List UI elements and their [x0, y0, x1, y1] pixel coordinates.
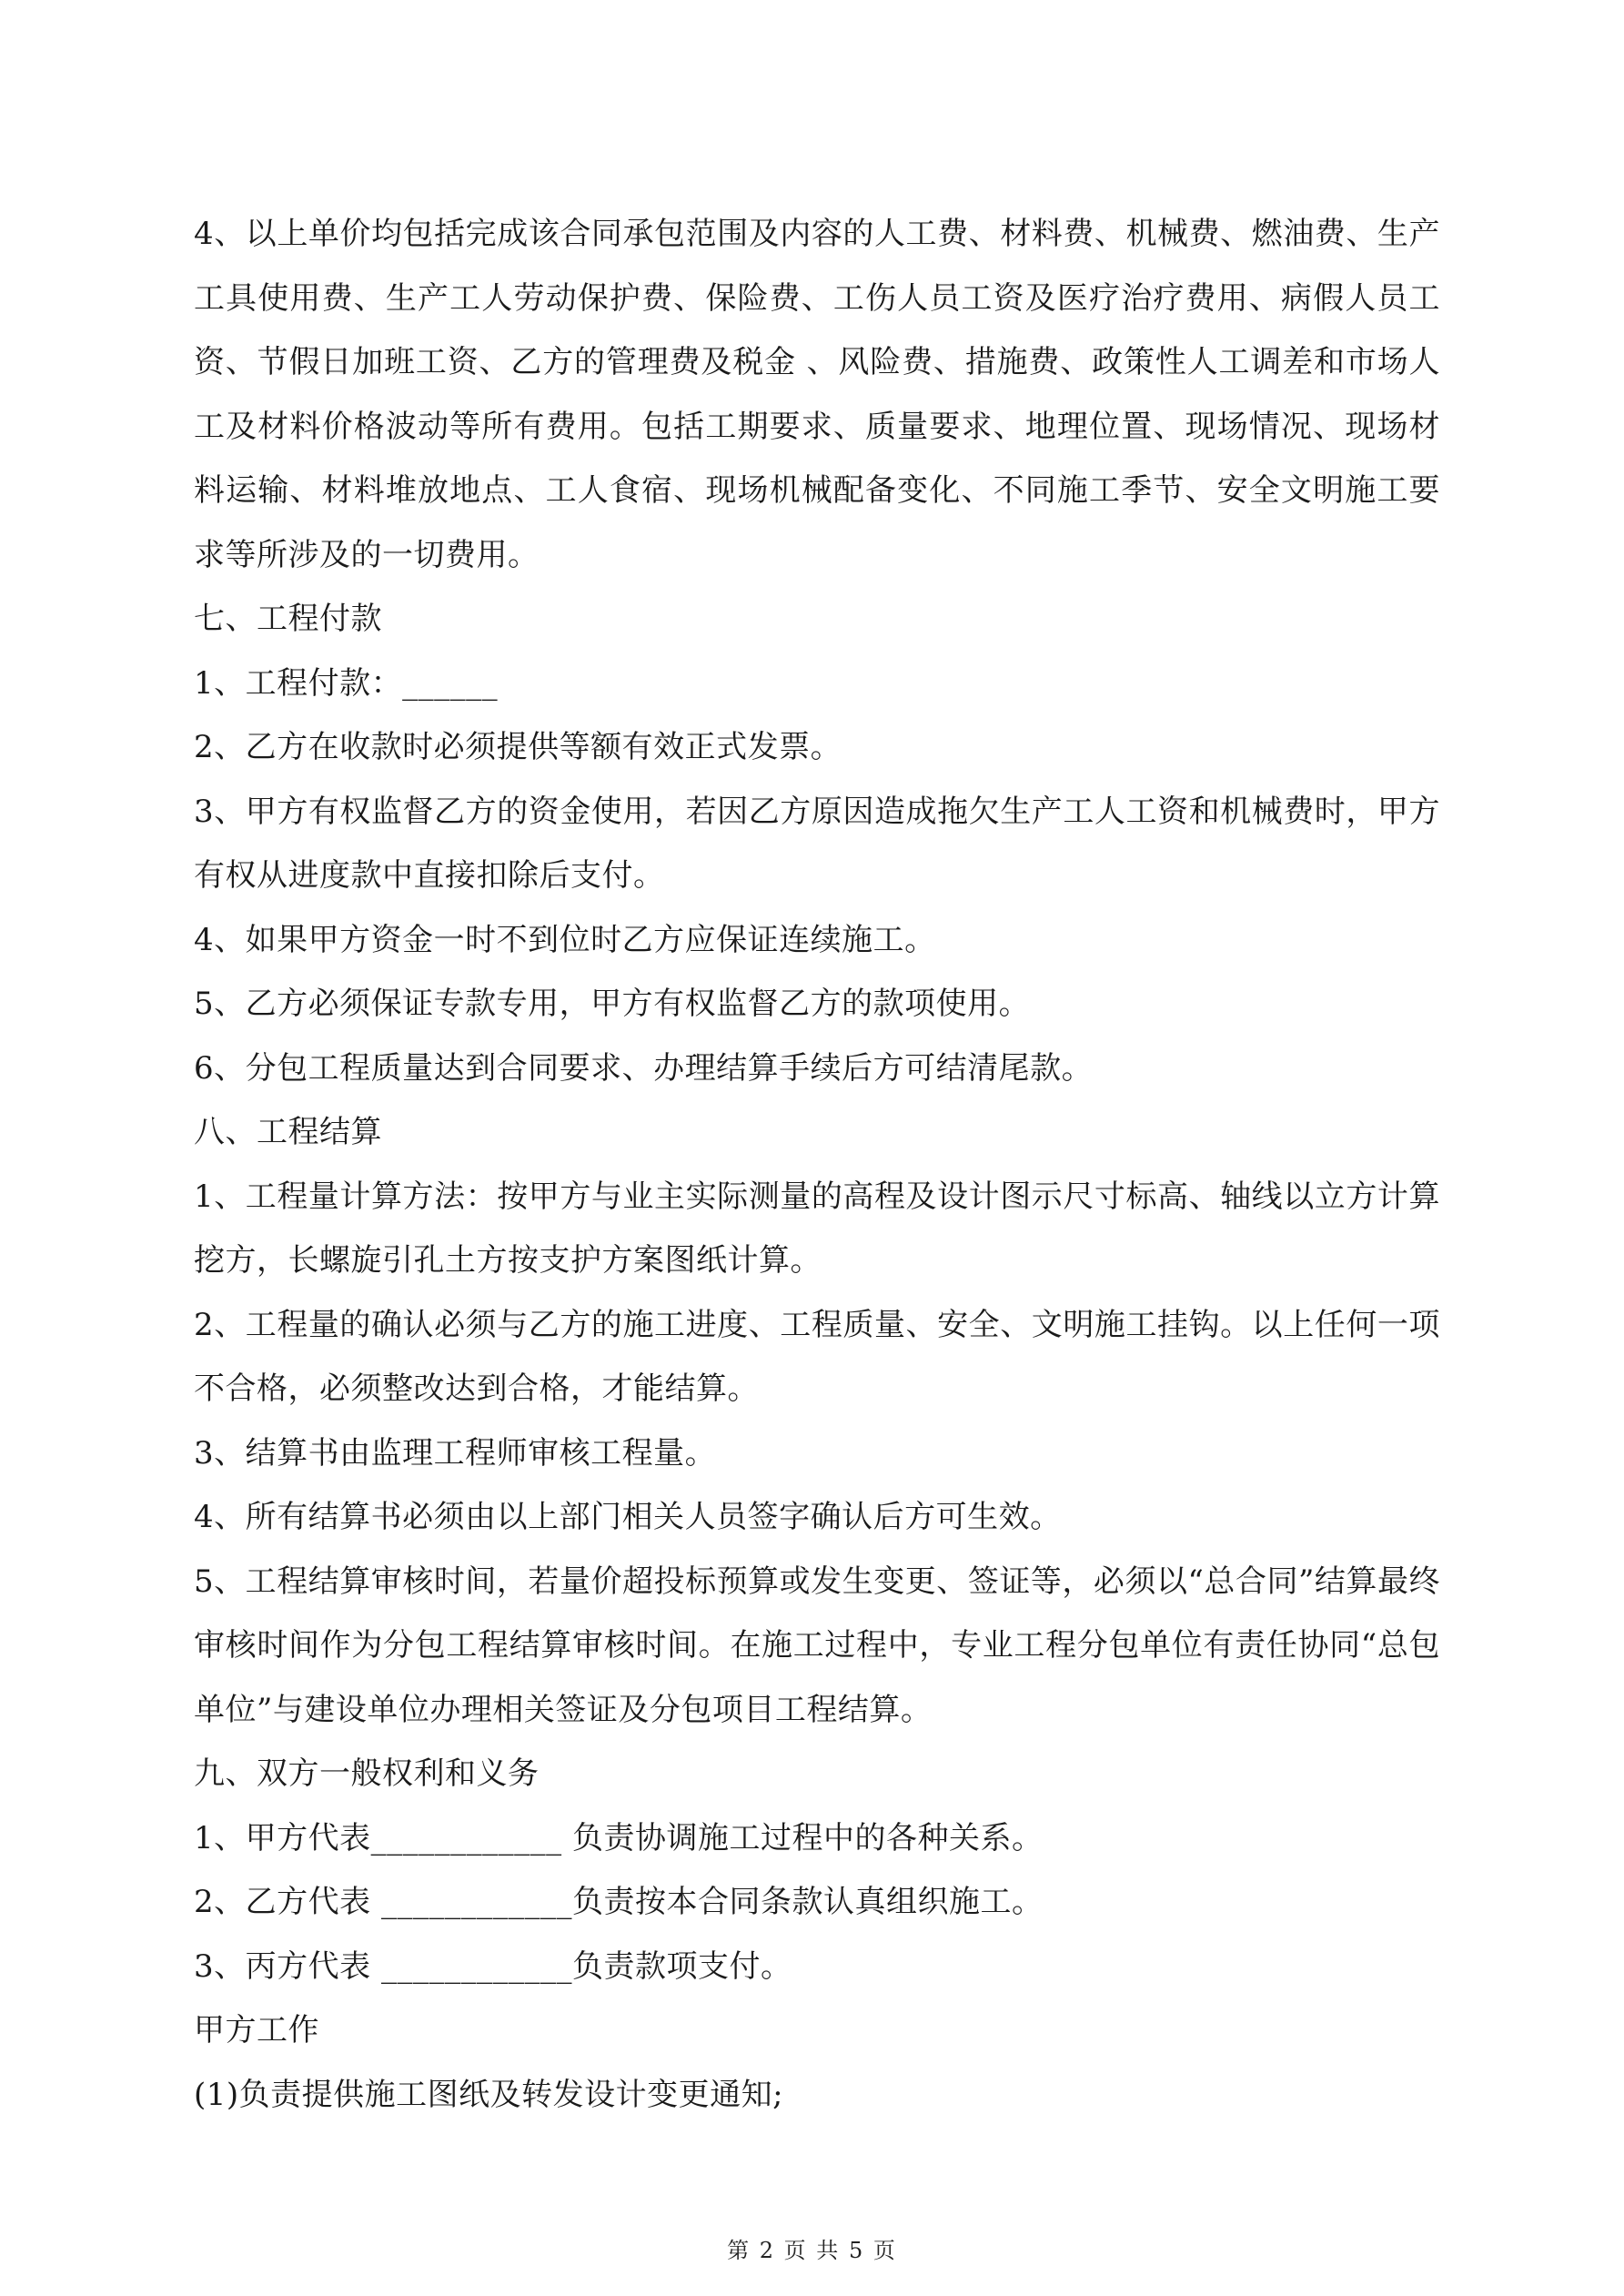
paragraph-settlement-5: 5、工程结算审核时间，若量价超投标预算或发生变更、签证等，必须以“总合同”结算最终审核时间作为分包工程结算审核时间。在施工过程中，专业工程分包单位有责任协同“总包单位”与建设单位办理相关签证及分包项目工程结算。 — [194, 1563, 1440, 1728]
document-body — [194, 202, 1440, 2127]
paragraph-payment-6: 6、分包工程质量达到合同要求、办理结算手续后方可结清尾款。 — [194, 1049, 1094, 1087]
paragraph-settlement-2: 2、工程量的确认必须与乙方的施工进度、工程质量、安全、文明施工挂钩。以上任何一项不合格，必须整改达到合格，才能结算。 — [194, 1306, 1440, 1407]
paragraph-payment-1: 1、工程付款：______ — [194, 664, 499, 702]
section-heading-rights-obligations: 九、双方一般权利和义务 — [194, 1755, 540, 1792]
subheading-party-a-work: 甲方工作 — [194, 2012, 319, 2048]
paragraph-payment-3: 3、甲方有权监督乙方的资金使用，若因乙方原因造成拖欠生产工人工资和机械费时，甲方有权从进度款中直接扣除后支付。 — [194, 793, 1440, 894]
paragraph-payment-2: 2、乙方在收款时必须提供等额有效正式发票。 — [194, 729, 842, 765]
paragraph-payment-5: 5、乙方必须保证专款专用，甲方有权监督乙方的款项使用。 — [194, 986, 1031, 1022]
paragraph-settlement-4: 4、所有结算书必须由以上部门相关人员签字确认后方可生效。 — [194, 1499, 1062, 1535]
paragraph-rights-3: 3、丙方代表 ____________负责款项支付。 — [194, 1947, 792, 1985]
page-footer: 第 2 页 共 5 页 — [727, 2238, 897, 2263]
paragraph-unit-price-scope: 4、以上单价均包括完成该合同承包范围及内容的人工费、材料费、机械费、燃油费、生产工具使用费、生产工人劳动保护费、保险费、工伤人员工资及医疗治疗费用、病假人员工资、节假日加班工资、乙方的管理费及税金 、风险费、措施费、政策性人工调差和市场人工及材料价格波动等所有费用。包括工期要求、质量要求、地理位置、现场情况、现场材料运输、材料堆放地点、工人食宿、现场机械配备变化、不同施工季节、安全文明施工要求等所涉及的一切费用。 — [194, 216, 1440, 573]
paragraph-settlement-3: 3、结算书由监理工程师审核工程量。 — [194, 1434, 717, 1472]
paragraph-payment-4: 4、如果甲方资金一时不到位时乙方应保证连续施工。 — [194, 921, 936, 958]
section-heading-payment: 七、工程付款 — [194, 601, 382, 637]
paragraph-rights-2: 2、乙方代表 ____________负责按本合同条款认真组织施工。 — [194, 1884, 1044, 1920]
section-heading-settlement: 八、工程结算 — [194, 1114, 382, 1150]
paragraph-settlement-1: 1、工程量计算方法：按甲方与业主实际测量的高程及设计图示尺寸标高、轴线以立方计算挖方，长螺旋引孔土方按支护方案图纸计算。 — [194, 1178, 1440, 1279]
paragraph-party-a-work-1: (1)负责提供施工图纸及转发设计变更通知; — [194, 2076, 784, 2113]
paragraph-rights-1: 1、甲方代表____________ 负责协调施工过程中的各种关系。 — [194, 1819, 1044, 1856]
